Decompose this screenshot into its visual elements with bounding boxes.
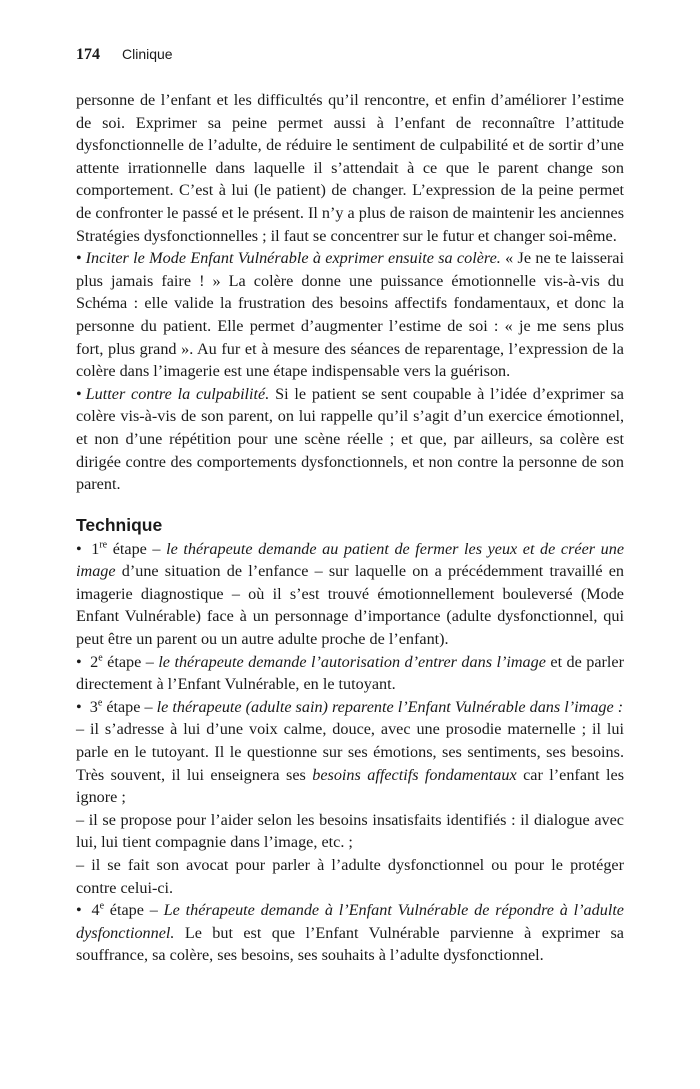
step-ordinal: re <box>99 539 108 551</box>
step-label: étape – <box>102 652 159 671</box>
step-number: 1 <box>91 539 100 558</box>
step-instruction: le thérapeute demande au patient de fermer les yeux et de créer une image <box>76 539 624 581</box>
sub-emphasis: besoins affectifs fondamentaux <box>312 765 517 784</box>
step-text: Le but est que l’Enfant Vulnérable parvienne à exprimer sa souffrance, sa colère, ses besoins, ses souhaits à l’adulte dysfonctionnel. <box>76 923 624 965</box>
step-label: étape – <box>107 539 167 558</box>
bullet-icon: • <box>76 384 82 403</box>
step-2 <box>76 651 624 696</box>
running-title: Clinique <box>122 46 173 62</box>
step-ordinal: e <box>97 697 103 709</box>
page-header <box>76 46 173 64</box>
step-ordinal: e <box>99 900 105 912</box>
bullet-text: « Je ne te laisserai plus jamais faire ! » La colère donne une puissance émotionnelle vis-à-vis du Schéma : elle valide la frustration des besoins affectifs fondamentaux, et donc la personne du patient. Elle permet d’augmenter l’estime de soi : « je me sens plus fort, plus grand ». Au fur et à mesure des séances de reparentage, l’expression de la colère dans l’imagerie est une étape indispensable vers la guérison. <box>76 249 624 381</box>
page-number: 174 <box>76 46 100 63</box>
bullet-icon: • <box>76 249 82 268</box>
step-instruction: Le thérapeute demande à l’Enfant Vulnérable de répondre à l’adulte dysfonctionnel. <box>76 901 624 942</box>
bullet-icon: • <box>76 697 82 716</box>
step-number: 3 <box>89 697 98 716</box>
step-3 <box>76 696 624 719</box>
step-label: étape – <box>102 697 157 716</box>
sub-text: car l’enfant les ignore ; <box>76 765 624 807</box>
intro-paragraph: personne de l’enfant et les difficultés qu’il rencontre, et enfin d’améliorer l’estime de soi. Exprimer sa peine permet aussi à l’enfant de reconnaître l’attitude dysfonctionnelle de l’adulte, de réduire le sentiment de culpabilité et de sortir d’une attente irrationnelle dans laquelle il s’attendait à ce que le parent change son comportement. C’est à lui (le patient) de changer. L’expression de la peine permet de confronter le passé et le présent. Il n’y a plus de raison de maintenir les anciennes Stratégies dysfonctionnelles ; il faut se concentrer sur le futur et changer soi-même. <box>76 91 624 245</box>
bullet-lead: Lutter contre la culpabilité. <box>85 384 270 403</box>
step-number: 4 <box>91 901 100 920</box>
bullet-icon: • <box>76 652 82 671</box>
step-text: d’une situation de l’enfance – sur laquelle on a précédemment travaillé en imagerie diagnostique – où il s’est trouvé émotionnellement bouleversé (Mode Enfant Vulnérable) face à un personnage d’importance (adulte dysfonctionnel, qui peut être un parent ou un autre adulte proche de l’enfant). <box>76 562 624 649</box>
bullet-text: Si le patient se sent coupable à l’idée d’exprimer sa colère vis-à-vis de son parent, on lui rappelle qu’il s’agit d’un exercice émotionnel, et non d’une répétition pour une scène réelle ; et que, par ailleurs, sa colère est dirigée contre des comportements dysfonctionnels, et non contre la personne de son parent. <box>76 384 624 494</box>
step-4 <box>76 899 624 967</box>
bullet-lead: Inciter le Mode Enfant Vulnérable à exprimer ensuite sa colère. <box>85 249 501 268</box>
step-text: et de parler directement à l’Enfant Vulnérable, en le tutoyant. <box>76 652 625 694</box>
step-3-sub-item: – il se propose pour l’aider selon les besoins insatisfaits identifiés : il dialogue avec lui, lui tient compagnie dans l’image, etc. ; <box>76 810 624 852</box>
step-3-sub-item: – il se fait son avocat pour parler à l’adulte dysfonctionnel ou pour le protéger contre celui-ci. <box>76 856 624 897</box>
step-instruction: le thérapeute demande l’autorisation d’entrer dans l’image <box>158 652 546 671</box>
bullet-item <box>76 247 624 383</box>
bullet-icon: • <box>76 539 82 558</box>
step-3-sub-item <box>76 718 624 808</box>
step-ordinal: e <box>98 652 103 664</box>
section-title: Technique <box>76 514 163 535</box>
step-label: étape – <box>104 901 164 920</box>
step-number: 2 <box>90 652 99 671</box>
bullet-item <box>76 383 624 496</box>
bullet-icon: • <box>76 901 82 920</box>
sub-text: – il s’adresse à lui d’une voix calme, douce, avec une prosodie maternelle ; il lui parle en le tutoyant. Il le questionne sur ses émotions, ses sentiments, ses besoins. Très souvent, il lui enseignera ses <box>76 720 624 784</box>
step-instruction: le thérapeute (adulte sain) reparente l’Enfant Vulnérable dans l’image : <box>156 697 624 716</box>
page-body <box>76 89 624 967</box>
step-1 <box>76 538 624 651</box>
